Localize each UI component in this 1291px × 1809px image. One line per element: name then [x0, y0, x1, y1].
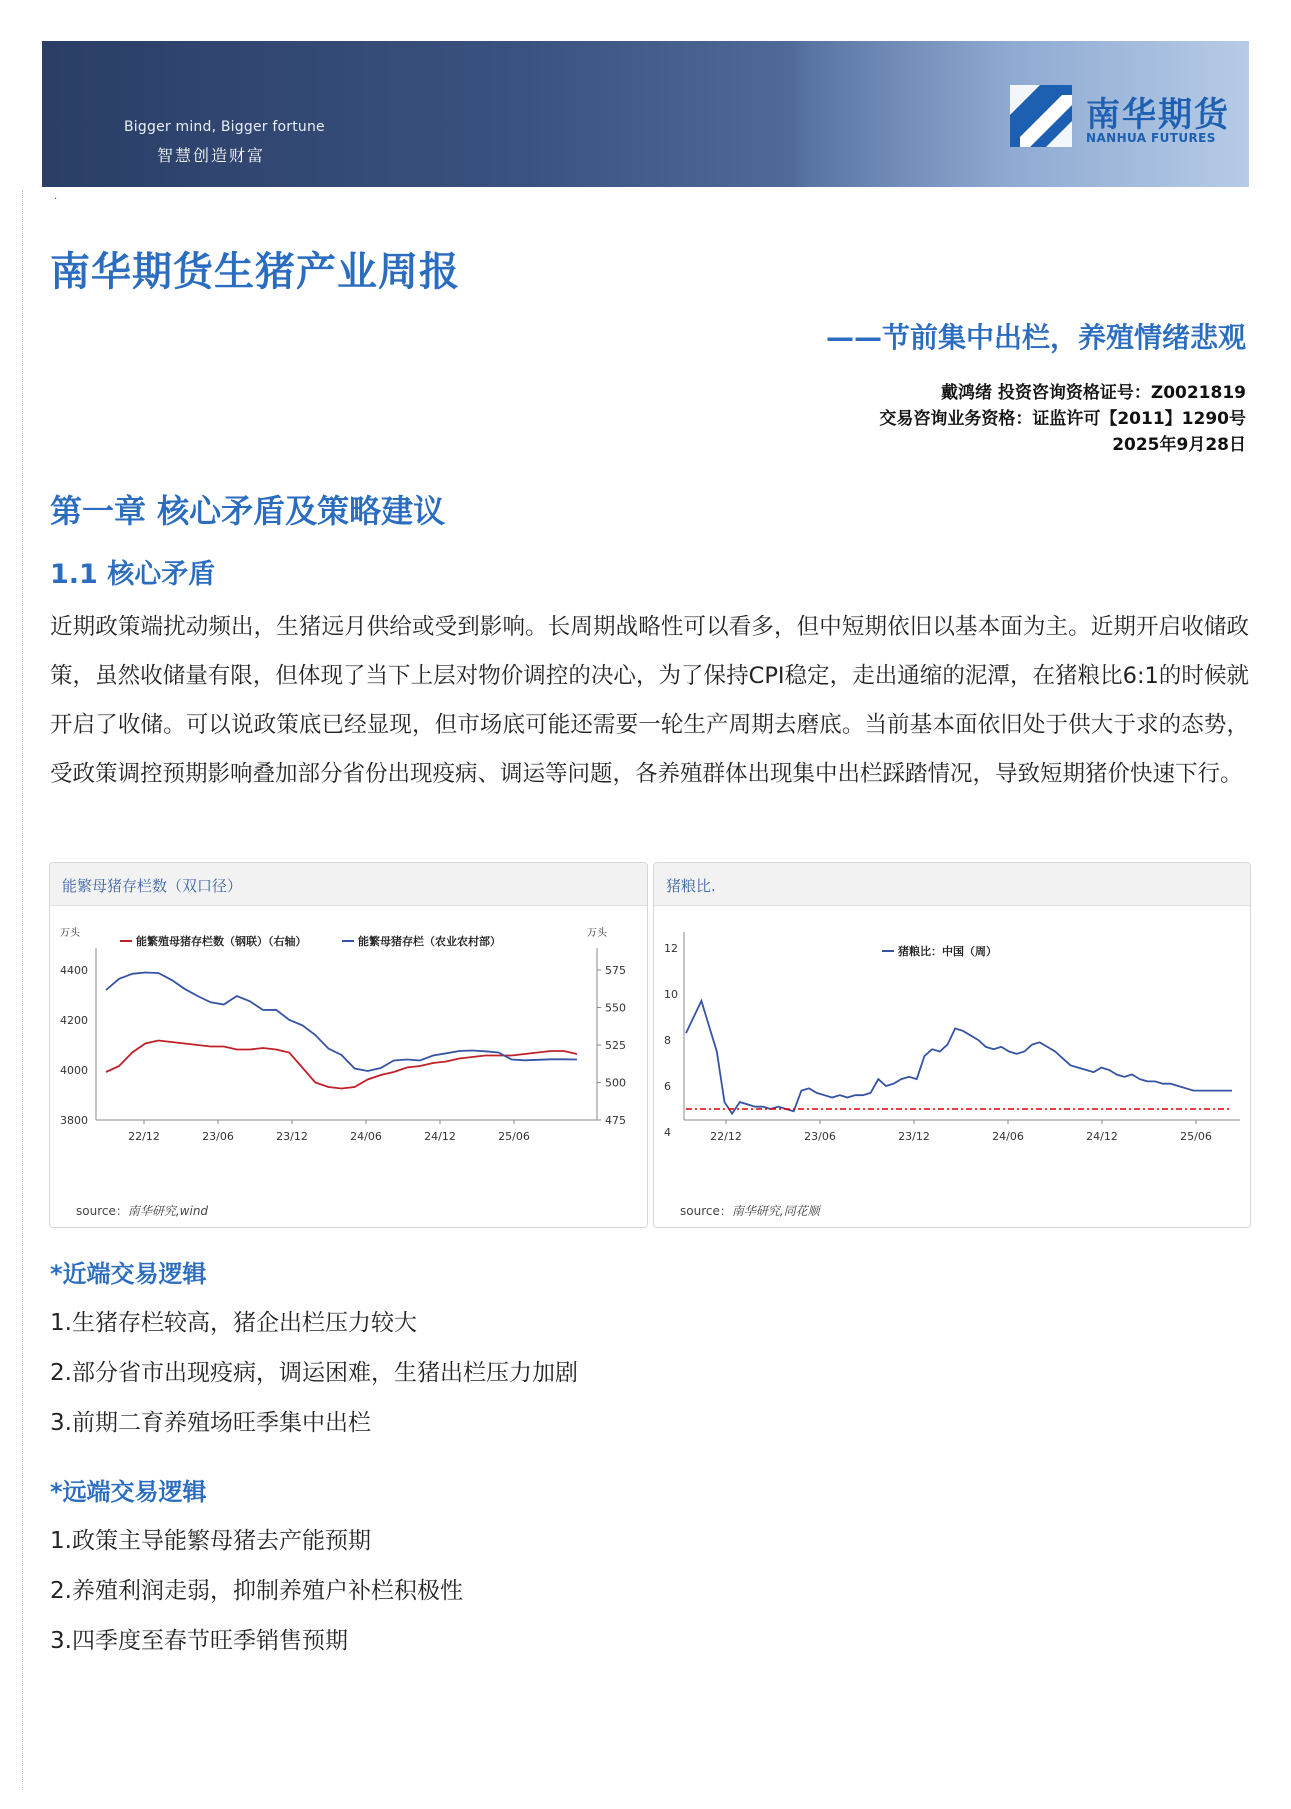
far-logic-item: 1.政策主导能繁母猪去产能预期	[50, 1528, 371, 1554]
y-axis-label-left: 万头	[60, 928, 80, 939]
y-tick-label: 4	[664, 1126, 671, 1139]
chart-title: 猪粮比.	[666, 877, 716, 895]
legend-label: 能繁殖母猪存栏数（钢联）（右轴）	[136, 935, 307, 948]
legend-label: 猪粮比：中国（周）	[898, 945, 997, 958]
y-tick-label-right: 500	[605, 1076, 626, 1090]
x-tick-label: 23/12	[276, 1130, 308, 1143]
chart-header	[50, 863, 647, 906]
legend-label: 能繁母猪存栏（农业农村部）	[358, 935, 501, 948]
slogan-cn: 智慧创造财富	[157, 146, 266, 165]
x-tick-label: 22/12	[128, 1130, 160, 1143]
hog-grain-ratio-plot	[654, 906, 1250, 1196]
near-logic-item: 2.部分省市出现疫病，调运困难，生猪出栏压力加剧	[50, 1360, 578, 1386]
x-tick-label: 24/12	[1086, 1130, 1118, 1143]
logo-text-cn: 南华期货	[1086, 95, 1230, 135]
dot-mark: ·	[54, 194, 58, 205]
chapter-heading: 第一章 核心矛盾及策略建议	[50, 492, 446, 530]
section-heading: 1.1 核心矛盾	[50, 559, 216, 590]
hog-grain-ratio-chart	[653, 862, 1251, 1228]
y-tick-label: 6	[664, 1080, 671, 1093]
x-tick-label: 24/12	[424, 1130, 456, 1143]
report-subtitle: ——节前集中出栏，养殖情绪悲观	[825, 321, 1246, 354]
nanhua-logo-icon	[1010, 85, 1072, 147]
x-tick-label: 25/06	[1180, 1130, 1212, 1143]
series-line	[106, 973, 577, 1072]
chart-source: source：南华研究,同花顺	[680, 1204, 820, 1218]
y-tick-label-left: 4000	[60, 1064, 88, 1077]
y-tick-label-left: 3800	[60, 1114, 88, 1127]
y-tick-label: 10	[664, 988, 678, 1001]
chart-title: 能繁母猪存栏数（双口径）	[62, 877, 243, 895]
core-paragraph: 近期政策端扰动频出，生猪远月供给或受到影响。长周期战略性可以看多，但中短期依旧以基本面为主。近期开启收储政策，虽然收储量有限，但体现了当下上层对物价调控的决心，为了保持CPI稳定，走出通缩的泥潭，在猪粮比6:1的时候就开启了收储。可以说政策底已经显现，但市场底可能还需要一轮生产周期去磨底。当前基本面依旧处于供大于求的态势，受政策调控预期影响叠加部分省份出现疫病、调运等问题，各养殖群体出现集中出栏踩踏情况，导致短期猪价快速下行。	[50, 614, 1249, 787]
y-tick-label-right: 575	[605, 964, 626, 977]
x-tick-label: 22/12	[710, 1130, 742, 1143]
y-tick-label-left: 4400	[60, 964, 88, 977]
far-logic-item: 3.四季度至春节旺季销售预期	[50, 1628, 348, 1654]
header-banner	[42, 41, 1249, 187]
y-tick-label-left: 4200	[60, 1014, 88, 1027]
license-line: 交易咨询业务资格：证监许可【2011】1290号	[879, 409, 1246, 429]
sow-inventory-chart	[49, 862, 648, 1228]
page-margin-guide	[22, 190, 23, 1790]
y-tick-label-right: 525	[605, 1039, 626, 1052]
logo-text-en: NANHUA FUTURES	[1086, 131, 1216, 145]
near-logic-heading: *近端交易逻辑	[50, 1260, 207, 1288]
x-tick-label: 23/12	[898, 1130, 930, 1143]
near-logic-item: 3.前期二育养殖场旺季集中出栏	[50, 1410, 371, 1436]
y-axis-label-right: 万头	[587, 928, 607, 939]
x-tick-label: 24/06	[350, 1130, 382, 1143]
report-title: 南华期货生猪产业周报	[50, 249, 460, 295]
y-tick-label: 8	[664, 1034, 671, 1047]
author-meta	[879, 380, 1246, 458]
x-tick-label: 25/06	[498, 1130, 530, 1143]
y-tick-label: 12	[664, 942, 678, 955]
author-line: 戴鸿绪 投资咨询资格证号：Z0021819	[940, 383, 1246, 403]
series-line	[106, 1041, 577, 1089]
y-tick-label-right: 475	[605, 1114, 626, 1127]
y-tick-label-right: 550	[605, 1001, 626, 1015]
series-line	[686, 1001, 1232, 1114]
far-logic-item: 2.养殖利润走弱，抑制养殖户补栏积极性	[50, 1578, 463, 1604]
x-tick-label: 23/06	[804, 1130, 836, 1143]
report-date: 2025年9月28日	[1112, 435, 1246, 455]
chart-source: source：南华研究,wind	[76, 1204, 209, 1218]
near-logic-item: 1.生猪存栏较高，猪企出栏压力较大	[50, 1310, 417, 1336]
sow-inventory-plot	[50, 906, 647, 1196]
x-tick-label: 24/06	[992, 1130, 1024, 1143]
slogan-en: Bigger mind, Bigger fortune	[124, 119, 325, 135]
x-tick-label: 23/06	[202, 1130, 234, 1143]
chart-header	[654, 863, 1250, 906]
far-logic-heading: *远端交易逻辑	[50, 1478, 207, 1506]
